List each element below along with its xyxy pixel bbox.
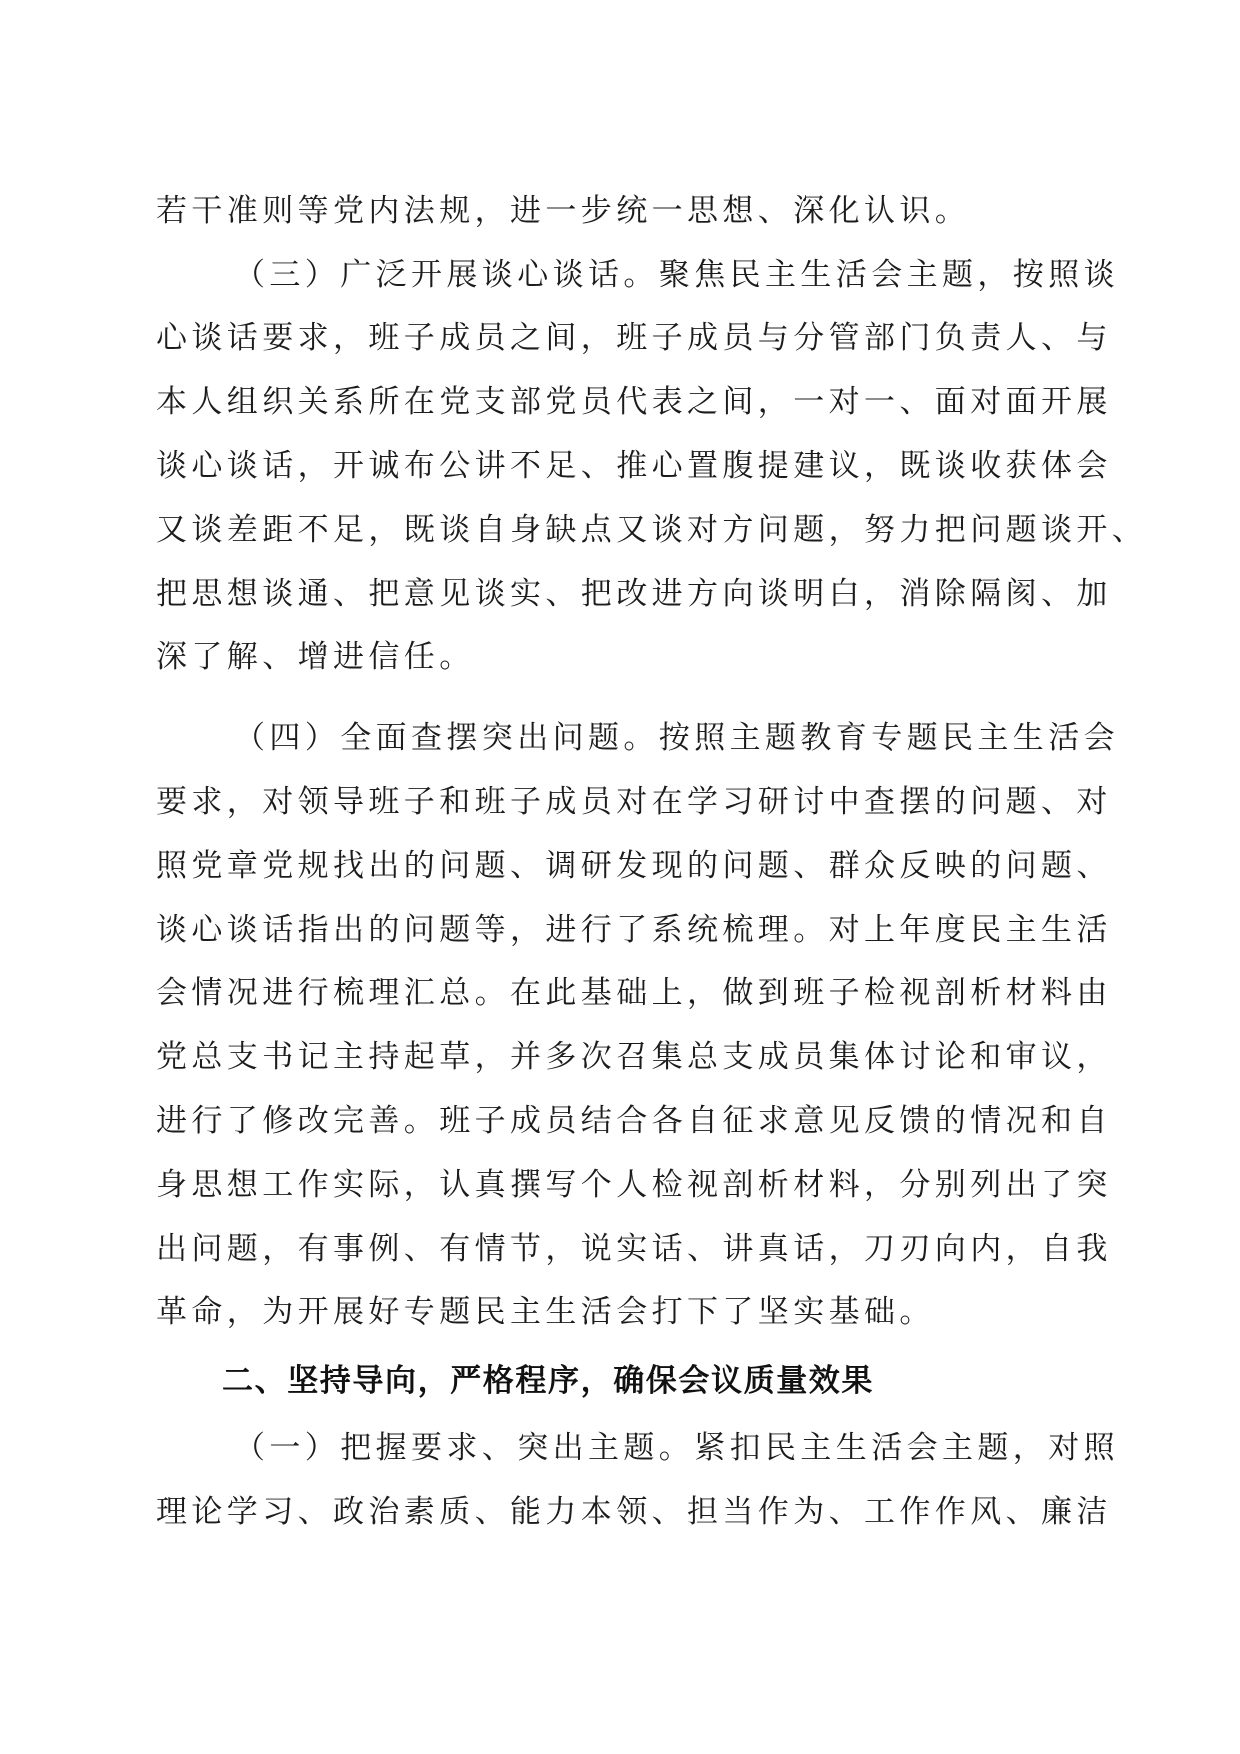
paragraph-start-line: （三）广泛开展谈心谈话。聚焦民主生活会主题，按照谈 <box>234 257 1119 293</box>
body-text-line: 心谈话要求，班子成员之间，班子成员与分管部门负责人、与 <box>156 320 1112 356</box>
body-text-line: 谈心谈话，开诚布公讲不足、推心置腹提建议，既谈收获体会 <box>156 448 1112 484</box>
body-text-line: 照党章党规找出的问题、调研发现的问题、群众反映的问题、 <box>156 848 1112 884</box>
body-text-line: 又谈差距不足，既谈自身缺点又谈对方问题，努力把问题谈开、 <box>156 512 1148 548</box>
body-text-line: 党总支书记主持起草，并多次召集总支成员集体讨论和审议， <box>156 1039 1112 1075</box>
body-text-line: 会情况进行梳理汇总。在此基础上，做到班子检视剖析材料由 <box>156 975 1112 1011</box>
body-text-line: 要求，对领导班子和班子成员对在学习研讨中查摆的问题、对 <box>156 784 1112 820</box>
paragraph-start-line: （一）把握要求、突出主题。紧扣民主生活会主题，对照 <box>234 1430 1119 1466</box>
body-text-line: 身思想工作实际，认真撰写个人检视剖析材料，分别列出了突 <box>156 1167 1112 1203</box>
body-text-line: 革命，为开展好专题民主生活会打下了坚实基础。 <box>156 1294 935 1330</box>
body-text-line: 进行了修改完善。班子成员结合各自征求意见反馈的情况和自 <box>156 1103 1112 1139</box>
section-heading: 二、坚持导向，严格程序，确保会议质量效果 <box>222 1363 874 1399</box>
body-text-line: 若干准则等党内法规，进一步统一思想、深化认识。 <box>156 193 971 229</box>
body-text-line: 把思想谈通、把意见谈实、把改进方向谈明白，消除隔阂、加 <box>156 576 1112 612</box>
body-text-line: 深了解、增进信任。 <box>156 639 475 675</box>
body-text-line: 理论学习、政治素质、能力本领、担当作为、工作作风、廉洁 <box>156 1494 1112 1530</box>
body-text-line: 谈心谈话指出的问题等，进行了系统梳理。对上年度民主生活 <box>156 912 1112 948</box>
body-text-line: 出问题，有事例、有情节，说实话、讲真话，刀刃向内，自我 <box>156 1231 1112 1267</box>
body-text-line: 本人组织关系所在党支部党员代表之间，一对一、面对面开展 <box>156 384 1112 420</box>
paragraph-start-line: （四）全面查摆突出问题。按照主题教育专题民主生活会 <box>234 720 1119 756</box>
